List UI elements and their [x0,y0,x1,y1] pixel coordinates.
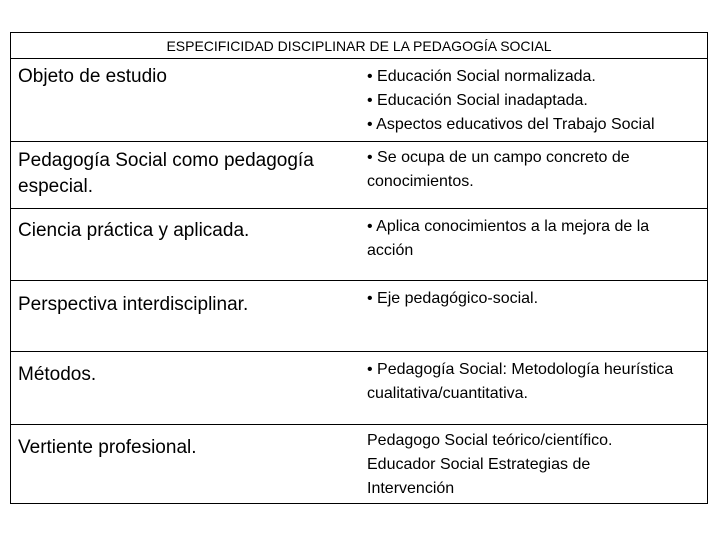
list-item: • Pedagogía Social: Metodología heurística cualitativa/cuantitativa. [367,361,674,402]
row-content [367,287,697,311]
row-label: Métodos. [18,364,97,385]
list-item: Pedagogo Social teórico/científico. [367,432,613,449]
table-row [11,59,707,142]
table-row [11,142,707,209]
list-item: • Educación Social inadaptada. [367,92,588,109]
row-label: Pedagogía Social como pedagogía especial. [18,150,314,197]
list-item: • Aspectos educativos del Trabajo Social [367,116,655,133]
list-item: • Eje pedagógico-social. [367,290,539,307]
row-label: Perspectiva interdisciplinar. [18,294,249,315]
list-item: • Aplica conocimientos a la mejora de la acción [367,218,650,259]
list-item: Educador Social Estrategias de Intervención [367,456,591,497]
list-item: • Educación Social normalizada. [367,68,596,85]
row-label: Objeto de estudio [18,66,167,87]
table-row [11,281,707,352]
list-item: • Se ocupa de un campo concreto de conocimientos. [367,149,630,190]
row-content [367,146,697,194]
row-label: Vertiente profesional. [18,437,197,458]
table-header: ESPECIFICIDAD DISCIPLINAR DE LA PEDAGOGÍA SOCIAL [11,33,707,59]
row-content [367,215,697,263]
specificity-table [10,32,708,504]
row-content [367,65,697,137]
table-row [11,352,707,425]
row-content [367,429,697,501]
table-row [11,425,707,503]
row-content [367,358,697,406]
row-label: Ciencia práctica y aplicada. [18,220,250,241]
table-row [11,209,707,281]
